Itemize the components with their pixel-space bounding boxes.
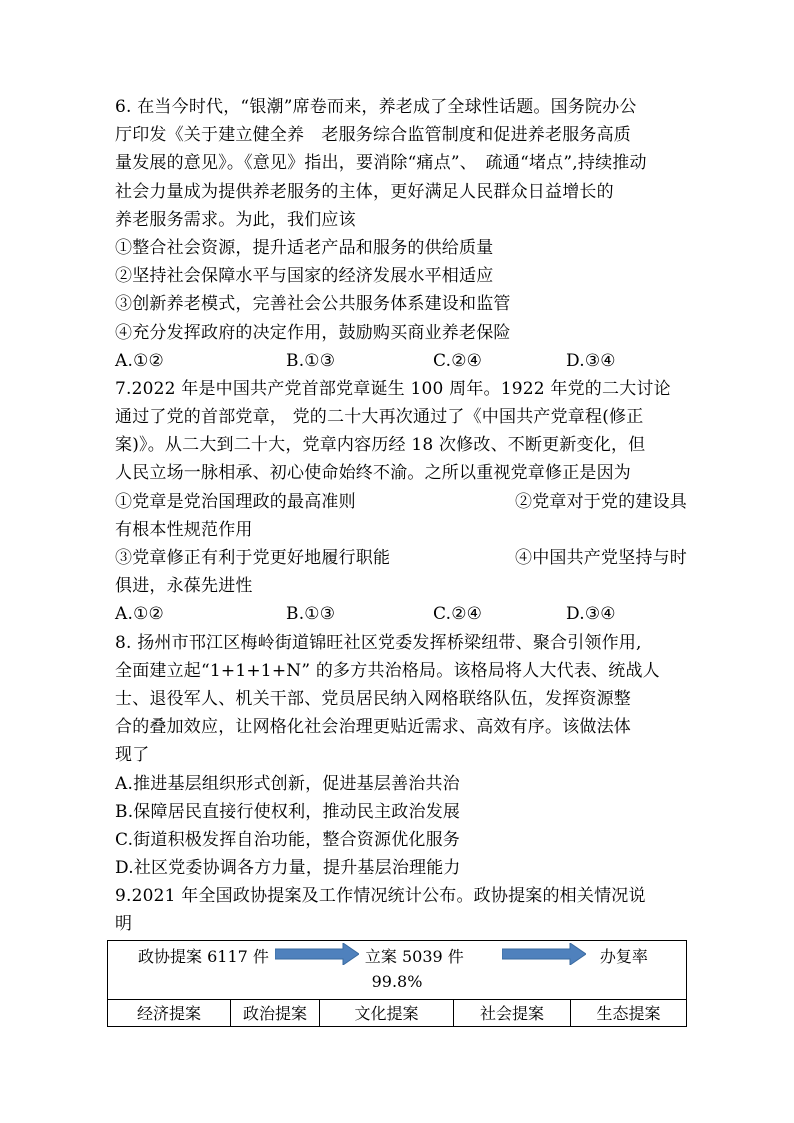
q6-item: ②坚持社会保障水平与国家的经济发展水平相适应: [115, 266, 494, 287]
q8-choice-b[interactable]: B.保障居民直接行使权利，推动民主政治发展: [115, 801, 461, 822]
q6-option-d[interactable]: D.③④: [566, 350, 616, 371]
q6-option-a[interactable]: A.①②: [115, 350, 164, 371]
flow-step-proposals: 政协提案 6117 件: [138, 947, 269, 967]
q9-stem-line: 9.2021 年全国政协提案及工作情况统计公布。政协提案的相关情况说: [115, 886, 646, 907]
q7-option-b[interactable]: B.①③: [286, 604, 336, 625]
proposal-table: [107, 940, 687, 1027]
table-row: [108, 999, 687, 1026]
q7-option-c[interactable]: C.②④: [433, 604, 483, 625]
q8-stem-line: 全面建立起“1+1+1+N” 的多方共治格局。该格局将人大代表、统战人: [115, 660, 660, 681]
q7-item-1: ①党章是党治国理政的最高准则: [115, 491, 356, 512]
flow-step-rate-label: 办复率: [599, 947, 648, 967]
q6-stem-line: 养老服务需求。为此，我们应该: [115, 209, 356, 230]
question-8: [115, 629, 687, 883]
question-9: [115, 882, 687, 1026]
q7-option-d[interactable]: D.③④: [566, 604, 616, 625]
q6-item: ④充分发挥政府的决定作用，鼓励购买商业养老保险: [115, 322, 511, 343]
q8-stem-line: 8. 扬州市邗江区梅岭街道锦旺社区党委发挥桥梁纽带、聚合引领作用,: [115, 632, 642, 653]
q6-options: [115, 347, 687, 375]
q9-stem-line: 明: [115, 914, 133, 935]
q8-choice-d[interactable]: D.社区党委协调各方力量，提升基层治理能力: [115, 858, 461, 879]
proposal-flow-cell: [108, 940, 687, 999]
q8-stem-line: 士、退役军人、机关干部、党员居民纳入网格联络队伍，发挥资源整: [115, 688, 631, 709]
q8-choice-a[interactable]: A.推进基层组织形式创新，促进基层善治共治: [115, 773, 460, 794]
arrow-right-icon: [275, 943, 359, 969]
q7-items-row-2: [115, 544, 687, 572]
q7-item-4-cont: 俱进，永葆先进性: [115, 576, 253, 597]
category-cell: 生态提案: [571, 999, 687, 1026]
completion-rate: 99.8%: [371, 971, 423, 991]
q6-item: ③创新养老模式，完善社会公共服务体系建设和监管: [115, 294, 511, 315]
q7-stem-line: 人民立场一脉相承、初心使命始终不渝。之所以重视党章修正是因为: [115, 463, 631, 484]
flow-step-filed: 立案 5039 件: [364, 947, 464, 967]
q8-choice-c[interactable]: C.街道积极发挥自治功能，整合资源优化服务: [115, 829, 461, 850]
category-cell: 文化提案: [320, 999, 454, 1026]
category-cell: 社会提案: [454, 999, 571, 1026]
q7-items-row-1: [115, 488, 687, 516]
q7-option-a[interactable]: A.①②: [115, 604, 164, 625]
q6-stem-line: 量发展的意见》。《意见》指出，要消除“痛点”、 疏通“堵点”,持续推动: [115, 153, 647, 174]
question-6: [115, 93, 687, 375]
q6-option-c[interactable]: C.②④: [433, 350, 483, 371]
proposal-flow: [108, 941, 686, 971]
q6-item: ①整合社会资源，提升适老产品和服务的供给质量: [115, 237, 494, 258]
q7-item-2: ②党章对于党的建设具: [515, 491, 687, 512]
question-7: [115, 375, 687, 629]
q8-stem-line: 现了: [115, 745, 150, 766]
q7-item-3: ③党章修正有利于党更好地履行职能: [115, 548, 391, 568]
q7-stem-line: 案)》。从二大到二十大，党章内容历经 18 次修改、不断更新变化，但: [115, 435, 646, 456]
q7-item-4: ④中国共产党坚持与时: [515, 548, 687, 568]
q6-option-b[interactable]: B.①③: [286, 350, 336, 371]
q7-stem-line: 通过了党的首部党章， 党的二十大再次通过了《中国共产党章程(修正: [115, 407, 644, 428]
exam-page: [115, 93, 687, 1027]
category-cell: 经济提案: [108, 999, 231, 1026]
arrow-right-icon: [502, 943, 586, 969]
q6-stem-line: 社会力量成为提供养老服务的主体，更好满足人民群众日益增长的: [115, 181, 614, 202]
q7-options: [115, 600, 687, 628]
q6-stem-line: 厅印发《关于建立健全养 老服务综合监管制度和促进养老服务高质: [115, 125, 631, 146]
category-cell: 政治提案: [231, 999, 320, 1026]
q7-item-2-cont: 有根本性规范作用: [115, 519, 253, 540]
q6-stem-line: 6. 在当今时代，“银潮”席卷而来，养老成了全球性话题。国务院办公: [115, 97, 637, 117]
q8-stem-line: 合的叠加效应，让网格化社会治理更贴近需求、高效有序。该做法体: [115, 717, 631, 738]
q7-stem-line: 7.2022 年是中国共产党首部党章诞生 100 周年。1922 年党的二大讨论: [115, 378, 671, 399]
